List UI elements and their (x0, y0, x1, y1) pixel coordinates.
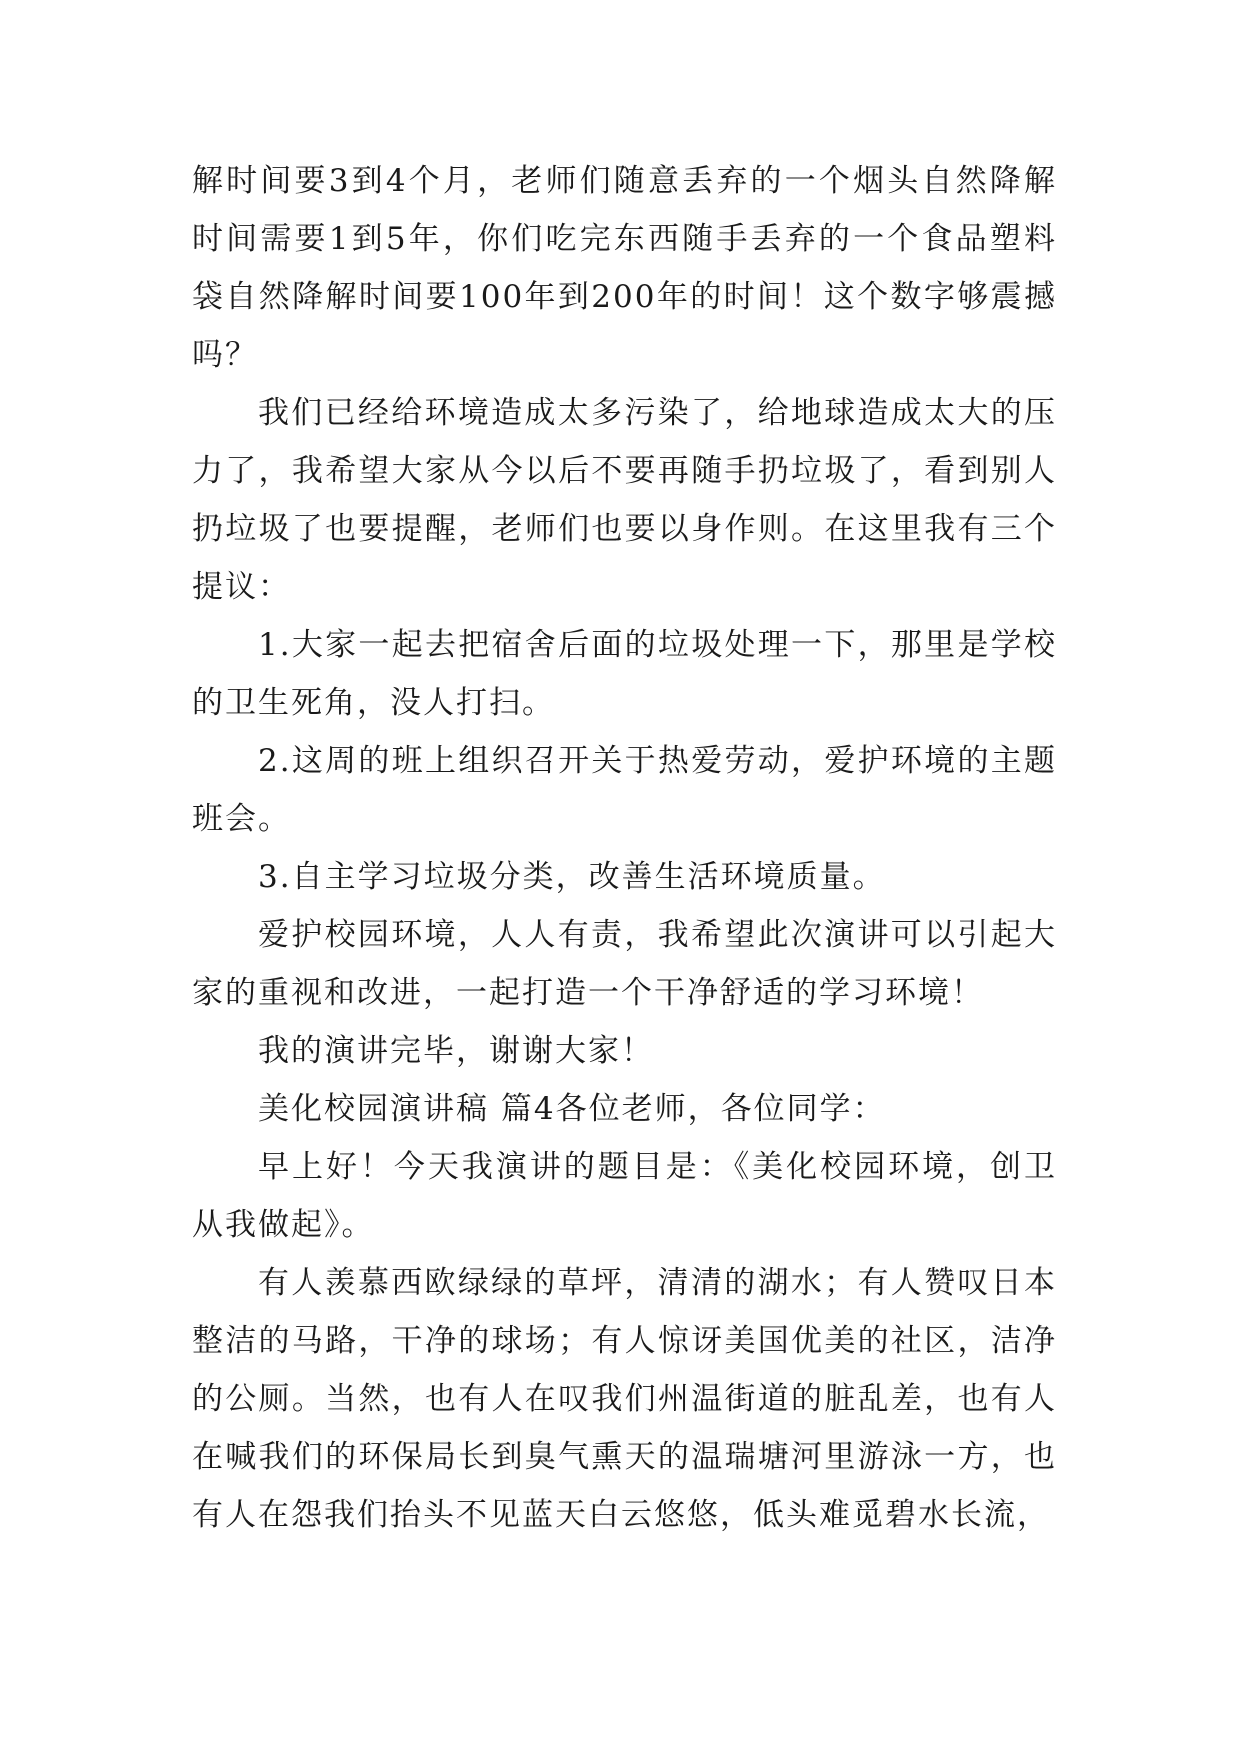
paragraph-1: 解时间要3到4个月，老师们随意丢弃的一个烟头自然降解时间需要1到5年，你们吃完东西随手丢弃的一个食品塑料袋自然降解时间要100年到200年的时间！这个数字够震撼吗？ (192, 163, 1057, 373)
paragraph-call-to-action: 爱护校园环境，人人有责，我希望此次演讲可以引起大家的重视和改进，一起打造一个干净舒适的学习环境！ (192, 917, 1057, 1011)
section-heading: 美化校园演讲稿 篇4各位老师，各位同学： (258, 1091, 886, 1127)
proposal-2: 2.这周的班上组织召开关于热爱劳动，爱护环境的主题班会。 (192, 743, 1057, 837)
paragraph-body: 有人羡慕西欧绿绿的草坪，清清的湖水；有人赞叹日本整洁的马路，干净的球场；有人惊讶美国优美的社区，洁净的公厕。当然，也有人在叹我们州温街道的脏乱差，也有人在喊我们的环保局长到臭气熏天的温瑞塘河里游泳一方，也有人在怨我们抬头不见蓝天白云悠悠，低头难觅碧水长流， (192, 1265, 1057, 1533)
proposal-1: 1.大家一起去把宿舍后面的垃圾处理一下，那里是学校的卫生死角，没人打扫。 (192, 627, 1057, 721)
proposal-3: 3.自主学习垃圾分类，改善生活环境质量。 (258, 859, 886, 895)
paragraph-greeting: 早上好！今天我演讲的题目是：《美化校园环境，创卫从我做起》。 (192, 1149, 1057, 1243)
paragraph-2: 我们已经给环境造成太多污染了，给地球造成太大的压力了，我希望大家从今以后不要再随手扔垃圾了，看到别人扔垃圾了也要提醒，老师们也要以身作则。在这里我有三个提议： (192, 395, 1057, 605)
document-body (192, 152, 1057, 1544)
paragraph-closing: 我的演讲完毕，谢谢大家！ (258, 1033, 654, 1069)
